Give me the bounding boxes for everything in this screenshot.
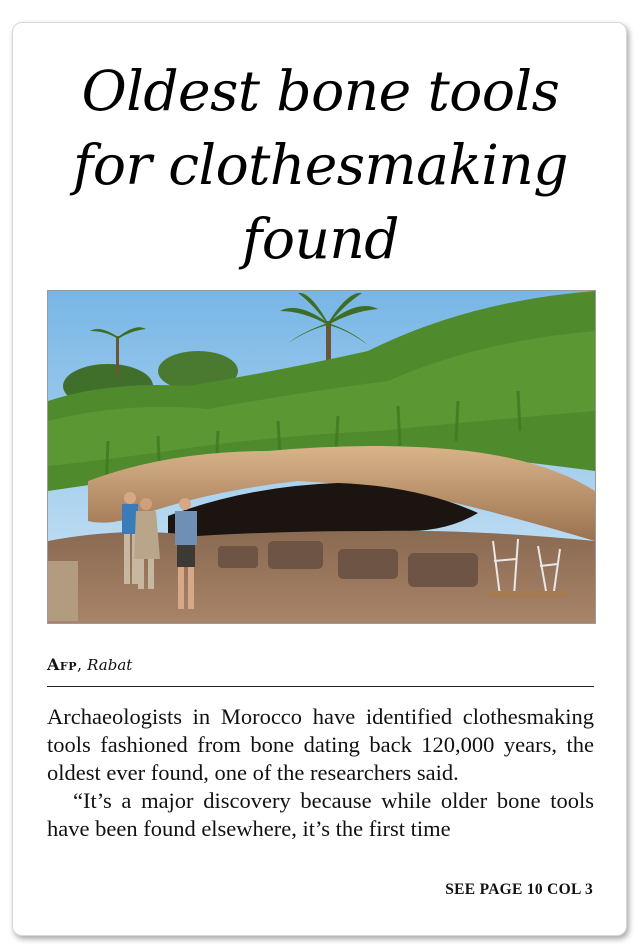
cave-entrance-photo bbox=[47, 290, 596, 624]
jump-line: SEE PAGE 10 COL 3 bbox=[445, 881, 593, 898]
byline: Afp, Rabat bbox=[47, 655, 133, 674]
article-body bbox=[47, 703, 594, 843]
paragraph-2: “It’s a major discovery because while older bone tools have been found elsewhere, it’s the first time bbox=[47, 788, 594, 841]
headline-line-3: found bbox=[241, 207, 400, 271]
byline-rule bbox=[47, 686, 594, 687]
headline-line-2: for clothesmaking bbox=[72, 133, 569, 197]
byline-location: Rabat bbox=[87, 656, 133, 674]
byline-agency: Afp bbox=[47, 655, 77, 674]
headline-line-1: Oldest bone tools bbox=[81, 59, 560, 123]
paragraph-1: Archaeologists in Morocco have identified clothesmaking tools fashioned from bone dating back 120,000 years, the oldest ever found, one of the researchers said. bbox=[47, 704, 594, 785]
